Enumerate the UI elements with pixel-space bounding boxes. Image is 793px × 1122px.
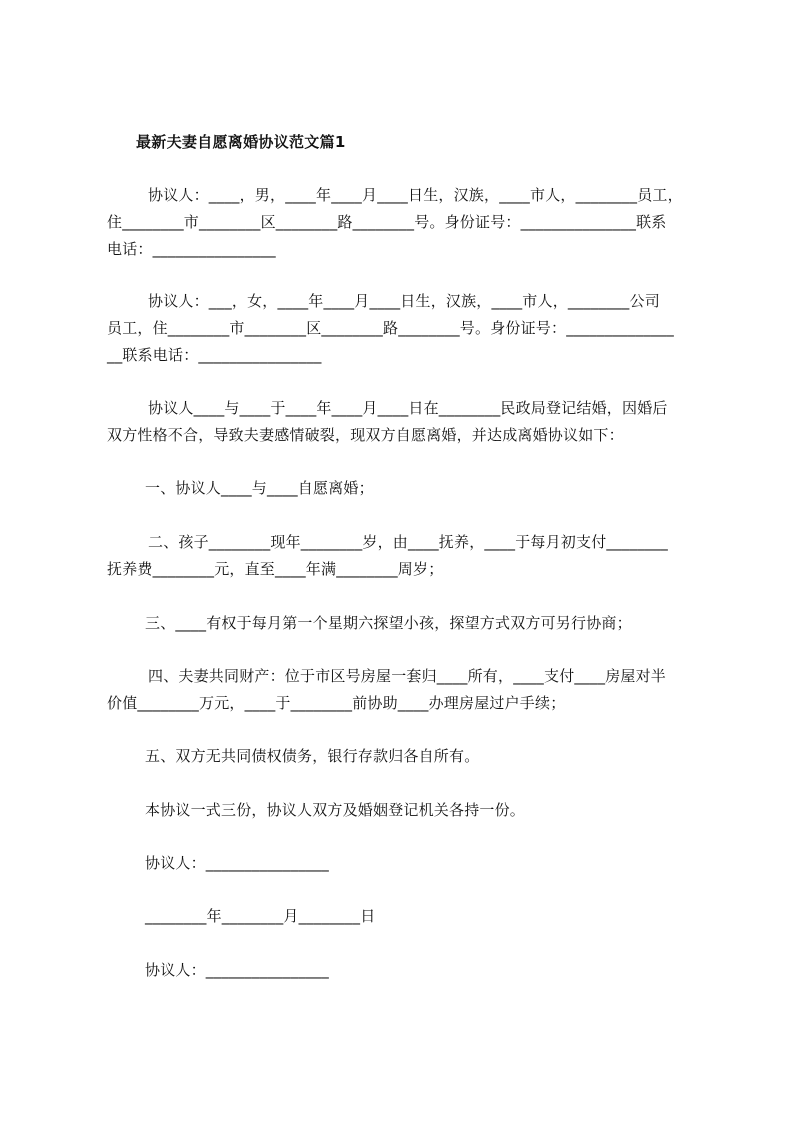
intro-line2: 双方性格不合，导致夫妻感情破裂，现双方自愿离婚，并达成离婚协议如下： [107,426,624,444]
party1-line3: 电话：________________ [107,240,276,258]
clause-4-line2: 价值________万元，____于________前协助____办理房屋过户手续； [107,694,566,712]
signature-party2: 协议人：________________ [145,961,330,979]
clause-2-line2: 抚养费________元，直至____年满________周岁； [107,560,444,578]
party1-line1: 协议人：____，男，____年____月____日生，汉族，____市人，________员工， [148,186,683,204]
copies-statement: 本协议一式三份，协议人双方及婚姻登记机关各持一份。 [145,801,526,819]
party1-line2: 住________市________区________路________号。身份证号：_______________联系 [107,213,667,231]
party2-line3: __联系电话：________________ [107,346,322,364]
signature-date: ________年________月________日 [145,907,376,925]
clause-5: 五、双方无共同债权债务，银行存款归各自所有。 [145,747,480,765]
intro-line1: 协议人____与____于____年____月____日在________民政局登记结婚，因婚后 [148,399,668,417]
clause-1: 一、协议人____与____自愿离婚； [145,479,374,497]
clause-4-line1: 四、夫妻共同财产：位于市区号房屋一套归____所有，____支付____房屋对半 [148,667,667,685]
clause-3: 三、____有权于每月第一个星期六探望小孩，探望方式双方可另行协商； [145,614,632,632]
document-title: 最新夫妻自愿离婚协议范文篇1 [136,133,346,151]
party2-line1: 协议人：___，女，____年____月____日生，汉族，____市人，________公司 [148,292,660,310]
clause-2-line1: 二、孩子________现年________岁，由____抚养，____于每月初支付________ [148,533,669,551]
party2-line2: 员工，住________市________区________路________号。身份证号：______________ [107,319,675,337]
signature-party1: 协议人：________________ [145,854,330,872]
